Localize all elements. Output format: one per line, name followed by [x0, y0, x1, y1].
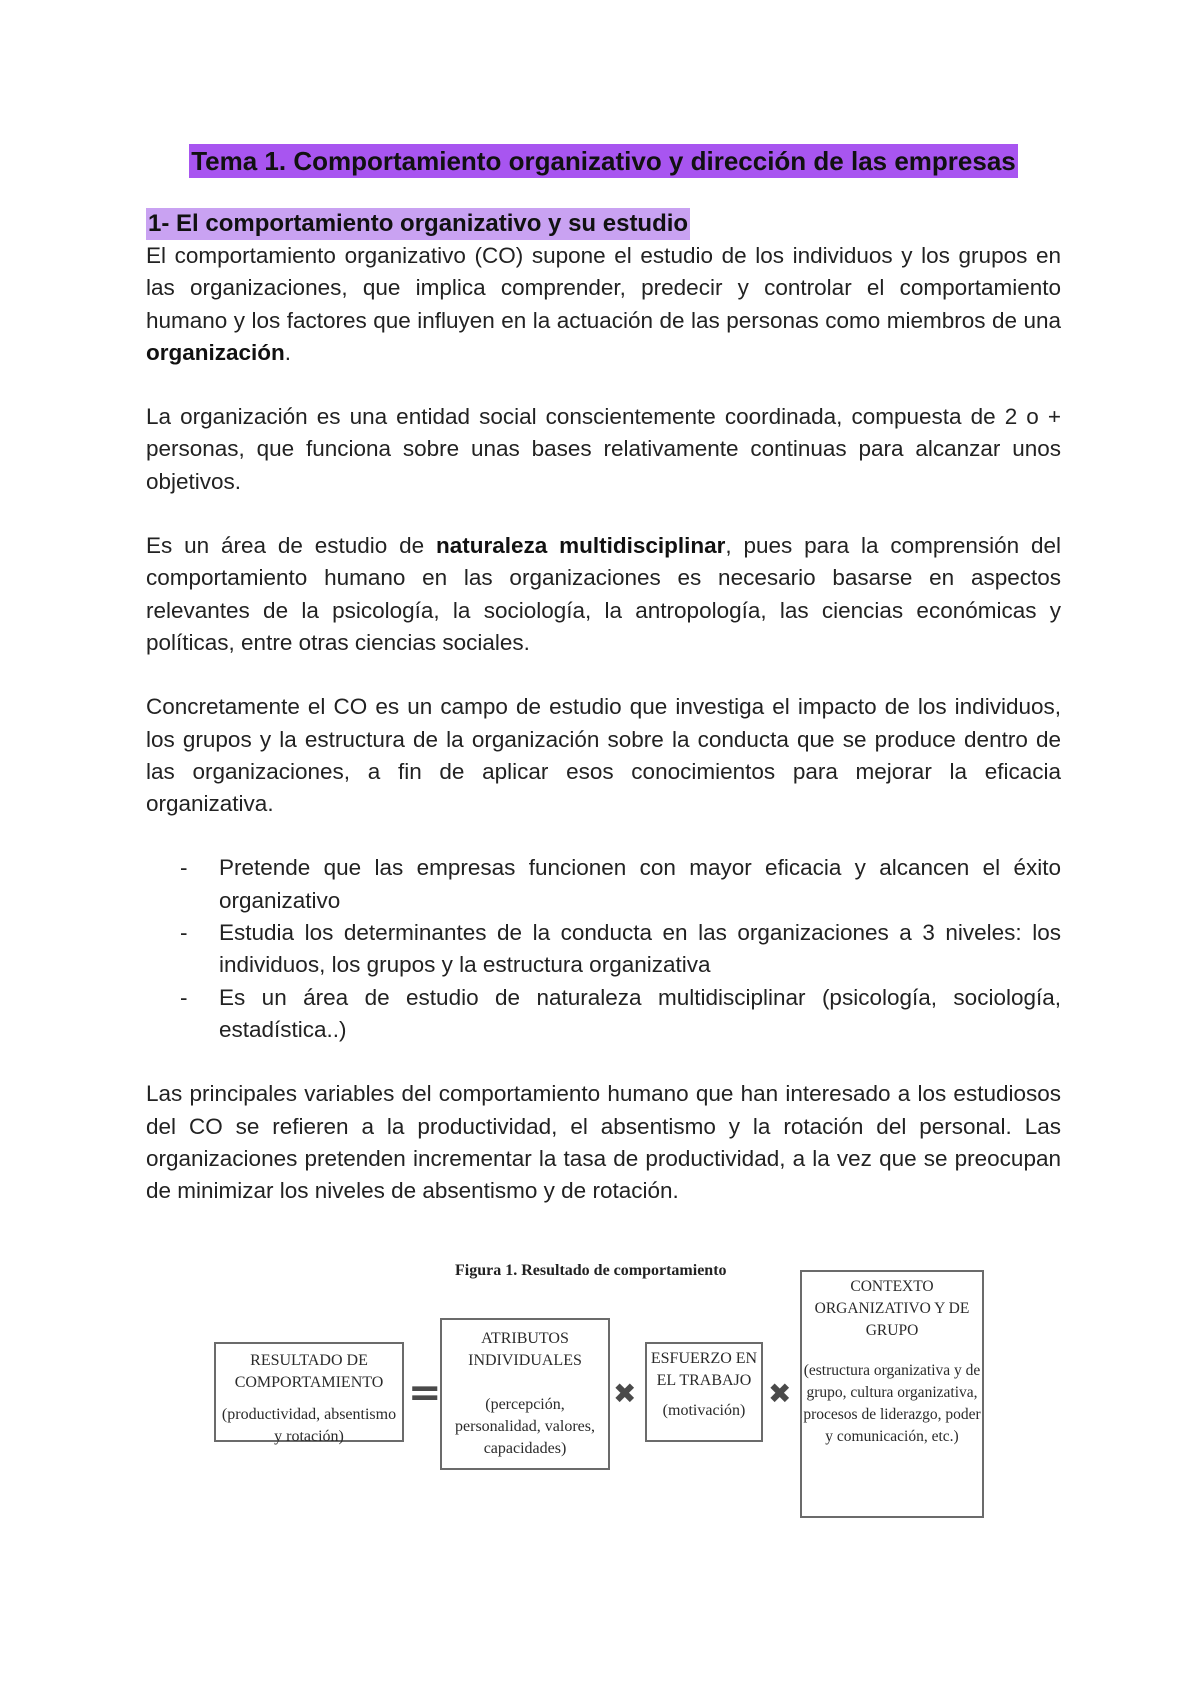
- bullet-list: [146, 852, 1061, 1046]
- paragraph-3: [146, 530, 1061, 659]
- multiply-operator: ✖: [613, 1377, 637, 1410]
- list-item: [180, 852, 1061, 917]
- section-heading: 1- El comportamiento organizativo y su estudio: [146, 208, 690, 240]
- list-item: [180, 982, 1061, 1047]
- section-heading-wrapper: [146, 208, 1061, 240]
- box-esfuerzo: [645, 1342, 763, 1442]
- box-resultado: [214, 1342, 404, 1445]
- box-contexto-title: CONTEXTO ORGANIZATIVO Y DE GRUPO: [814, 1278, 970, 1339]
- document-title: Tema 1. Comportamiento organizativo y dirección de las empresas: [191, 146, 1016, 176]
- paragraph-4: Concretamente el CO es un campo de estudio que investiga el impacto de los individuos, los grupos y la estructura de la organización sobre la conducta que se produce dentro de las organizaciones, a fin de aplicar esos conocimientos para mejorar la eficacia organizativa.: [146, 694, 1061, 817]
- list-item-text: Es un área de estudio de naturaleza multidisciplinar (psicología, sociología, estadística..): [219, 984, 1061, 1042]
- box-resultado-sub: (productividad, absentismo y rotación): [221, 1406, 397, 1445]
- document-body: [146, 144, 1061, 1239]
- equals-operator: =: [408, 1370, 442, 1416]
- box-contexto: [800, 1270, 984, 1518]
- dash-marker: -: [180, 920, 188, 946]
- multiply-operator: ✖: [768, 1377, 792, 1410]
- box-esfuerzo-sub: (motivación): [662, 1402, 746, 1419]
- box-resultado-title: RESULTADO DE COMPORTAMIENTO: [234, 1352, 384, 1391]
- paragraph-5: Las principales variables del comportamiento humano que han interesado a los estudiosos del CO se refieren a la productividad, el absentismo y la rotación del personal. Las organizaciones pretenden incrementar la tasa de productividad, a la vez que se preocupan de minimizar los niveles de absentismo y de rotación.: [146, 1081, 1061, 1204]
- paragraph-3-text: Es un área de estudio de: [146, 533, 436, 559]
- paragraph-3-end: , pues para la comprensión del comportamiento humano en las organizaciones es necesario basarse en aspectos relevantes de la psicología, la sociología, la antropología, las ciencias económicas y políticas, entre otras ciencias sociales.: [146, 533, 1062, 655]
- list-item-text: Estudia los determinantes de la conducta en las organizaciones a 3 niveles: los individuos, los grupos y la estructura organizativa: [219, 920, 1061, 978]
- paragraph-1-text: El comportamiento organizativo (CO) supone el estudio de los individuos y los grupos en las organizaciones, que implica comprender, predecir y controlar el comportamiento humano y los factores que influyen en la actuación de las personas como miembros de una: [146, 243, 1061, 333]
- box-esfuerzo-title: ESFUERZO EN EL TRABAJO: [650, 1350, 758, 1389]
- list-item: [180, 917, 1061, 982]
- list-item-text: Pretende que las empresas funcionen con mayor eficacia y alcancen el éxito organizativo: [219, 855, 1061, 913]
- box-atributos: [440, 1318, 610, 1470]
- paragraph-1-end: .: [284, 339, 292, 365]
- title-wrapper: [146, 144, 1061, 178]
- paragraph-3-bold: naturaleza multidisciplinar: [435, 533, 726, 559]
- paragraph-1-bold: organización: [146, 339, 285, 365]
- paragraph-1: [146, 240, 1061, 369]
- dash-marker: -: [180, 984, 188, 1010]
- paragraph-2: La organización es una entidad social conscientemente coordinada, compuesta de 2 o + personas, que funciona sobre unas bases relativamente continuas para alcanzar unos objetivos.: [146, 404, 1061, 494]
- dash-marker: -: [180, 855, 188, 881]
- box-atributos-title: ATRIBUTOS INDIVIDUALES: [468, 1330, 582, 1369]
- box-contexto-sub: (estructura organizativa y de grupo, cultura organizativa, procesos de liderazgo, poder y comunicación, etc.): [803, 1362, 981, 1445]
- figure-title: Figura 1. Resultado de comportamiento: [455, 1262, 727, 1279]
- figure: [210, 1262, 1000, 1537]
- box-atributos-sub: (percepción, personalidad, valores, capacidades): [455, 1396, 595, 1457]
